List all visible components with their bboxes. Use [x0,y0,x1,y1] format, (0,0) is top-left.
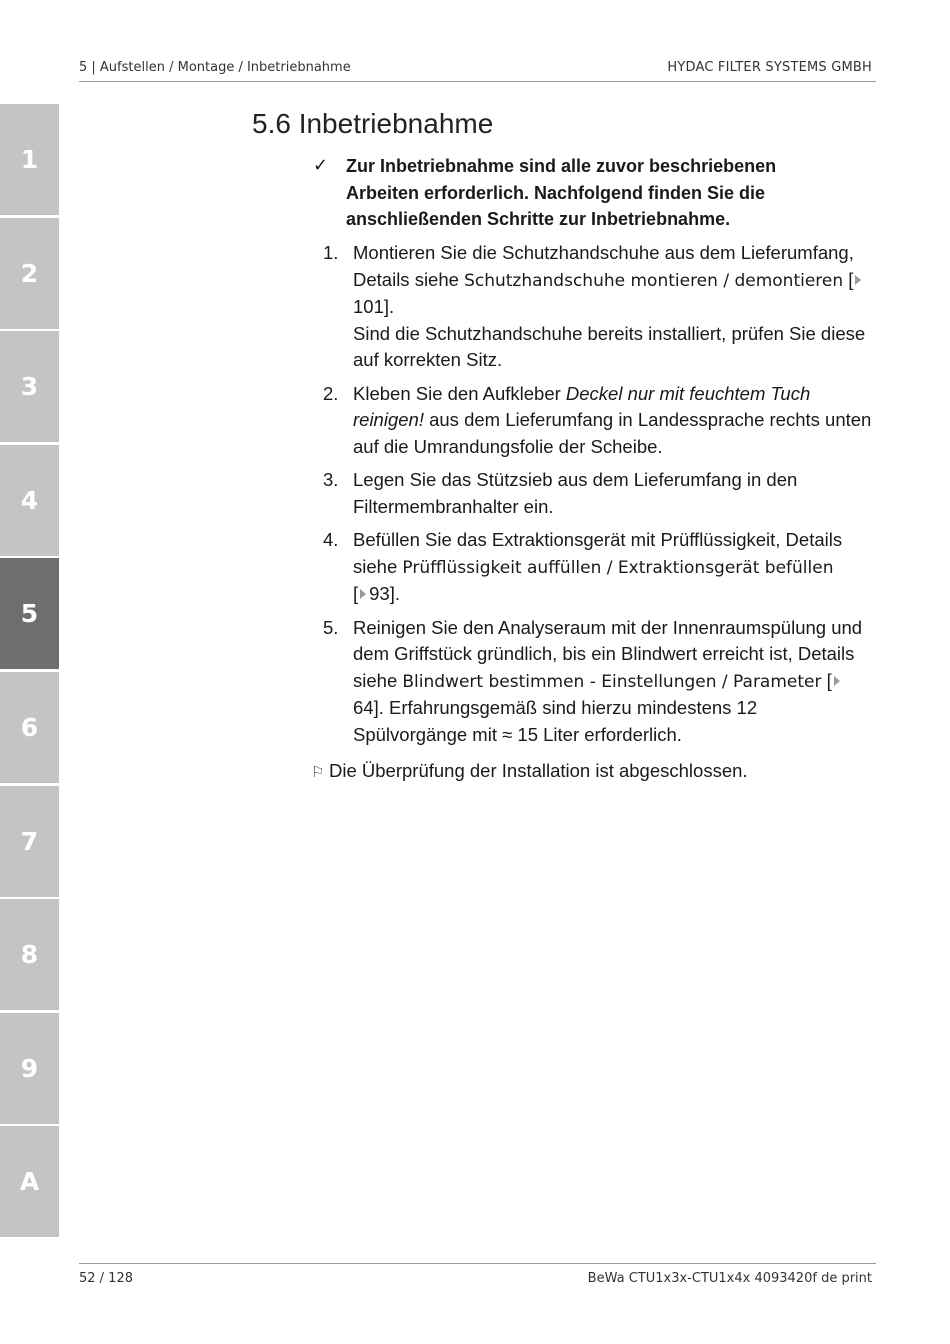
result [311,758,748,785]
chapter-tab-6[interactable]: 6 [0,672,59,783]
page-ref-arrow-icon [855,275,861,285]
page-header [79,58,876,82]
chapter-tab-9[interactable]: 9 [0,1013,59,1124]
section-title: 5.6 Inbetriebnahme [252,108,494,139]
prerequisite-text: Zur Inbetriebnahme sind alle zuvor beschriebenen Arbeiten erforderlich. Nachfolgend finden Sie die anschließenden Schritte zur Inbetriebnahme. [346,156,777,229]
step-number: 1. [323,242,339,263]
cross-reference-link[interactable]: Schutzhandschuhe montieren / demontieren [464,270,844,291]
chapter-tab-4[interactable]: 4 [0,445,59,556]
step-number: 4. [323,529,339,550]
chapter-tab-5[interactable]: 5 [0,558,59,669]
header-company: HYDAC FILTER SYSTEMS GMBH [667,60,872,75]
step-number: 3. [323,469,339,490]
sticker-text: Deckel nur mit feuchtem Tuch reinigen! [353,382,811,430]
list-item: 3. Legen Sie das Stützsieb aus dem Lieferumfang in den Filtermembranhalter ein. [323,469,798,517]
steps-list [313,240,873,755]
check-icon: ✓ [313,155,329,176]
chapter-tab-8[interactable]: 8 [0,899,59,1010]
prerequisite [313,153,853,233]
header-chapter: 5 | Aufstellen / Montage / Inbetriebnahme [79,60,351,75]
step-number: 5. [323,616,339,638]
cross-reference-link[interactable]: Blindwert bestimmen - Einstellungen / Parameter [402,671,822,692]
list-item: 5. Reinigen Sie den Analyseraum mit der Innenraumspülung und dem Griffstück gründlich, bis ein Blindwert erreicht ist, Details siehe Blindwert bestimmen - Einstellungen / Parameter [64]. Erfahrungsgemäß sind hierzu mindestens 12 Spülvorgänge mit ≈ 15 Liter erforderlich. [323,616,863,745]
list-item: 2. Kleben Sie den Aufkleber Deckel nur mit feuchtem Tuch reinigen! aus dem Lieferumfang in Landessprache rechts unten auf die Umrandungsfolie der Scheibe. [323,382,872,457]
chapter-tab-a[interactable]: A [0,1126,59,1237]
page-reference[interactable]: 64 [353,697,374,718]
page-reference[interactable]: 101 [353,296,384,317]
page-number: 52 / 128 [79,1271,133,1286]
page-footer [79,1263,876,1289]
chapter-tab-1[interactable]: 1 [0,104,59,215]
chapter-tab-3[interactable]: 3 [0,331,59,442]
result-text: Die Überprüfung der Installation ist abgeschlossen. [329,760,748,781]
result-flag-icon: ⚐ [311,763,325,781]
cross-reference-link[interactable]: Prüfflüssigkeit auffüllen / Extraktionsgerät befüllen [402,557,834,578]
step-number: 2. [323,382,339,404]
list-item: 4. Befüllen Sie das Extraktionsgerät mit Prüfflüssigkeit, Details siehe Prüfflüssigkeit auffüllen / Extraktionsgerät befüllen [ 93]. [323,529,843,604]
page-ref-arrow-icon [834,676,840,686]
list-item: 1. Montieren Sie die Schutzhandschuhe aus dem Lieferumfang, Details siehe Schutzhandschuhe montieren / demontieren [101]. Sind die Schutzhandschuhe bereits installiert, prüfen Sie diese auf korrekten Sitz. [323,242,866,370]
chapter-tab-2[interactable]: 2 [0,218,59,329]
page-ref-arrow-icon [360,589,366,599]
chapter-tab-7[interactable]: 7 [0,786,59,897]
document-id: BeWa CTU1x3x-CTU1x4x 4093420f de print [587,1271,872,1286]
page-reference[interactable]: 93 [369,583,390,604]
chapter-tabs [0,104,59,1240]
